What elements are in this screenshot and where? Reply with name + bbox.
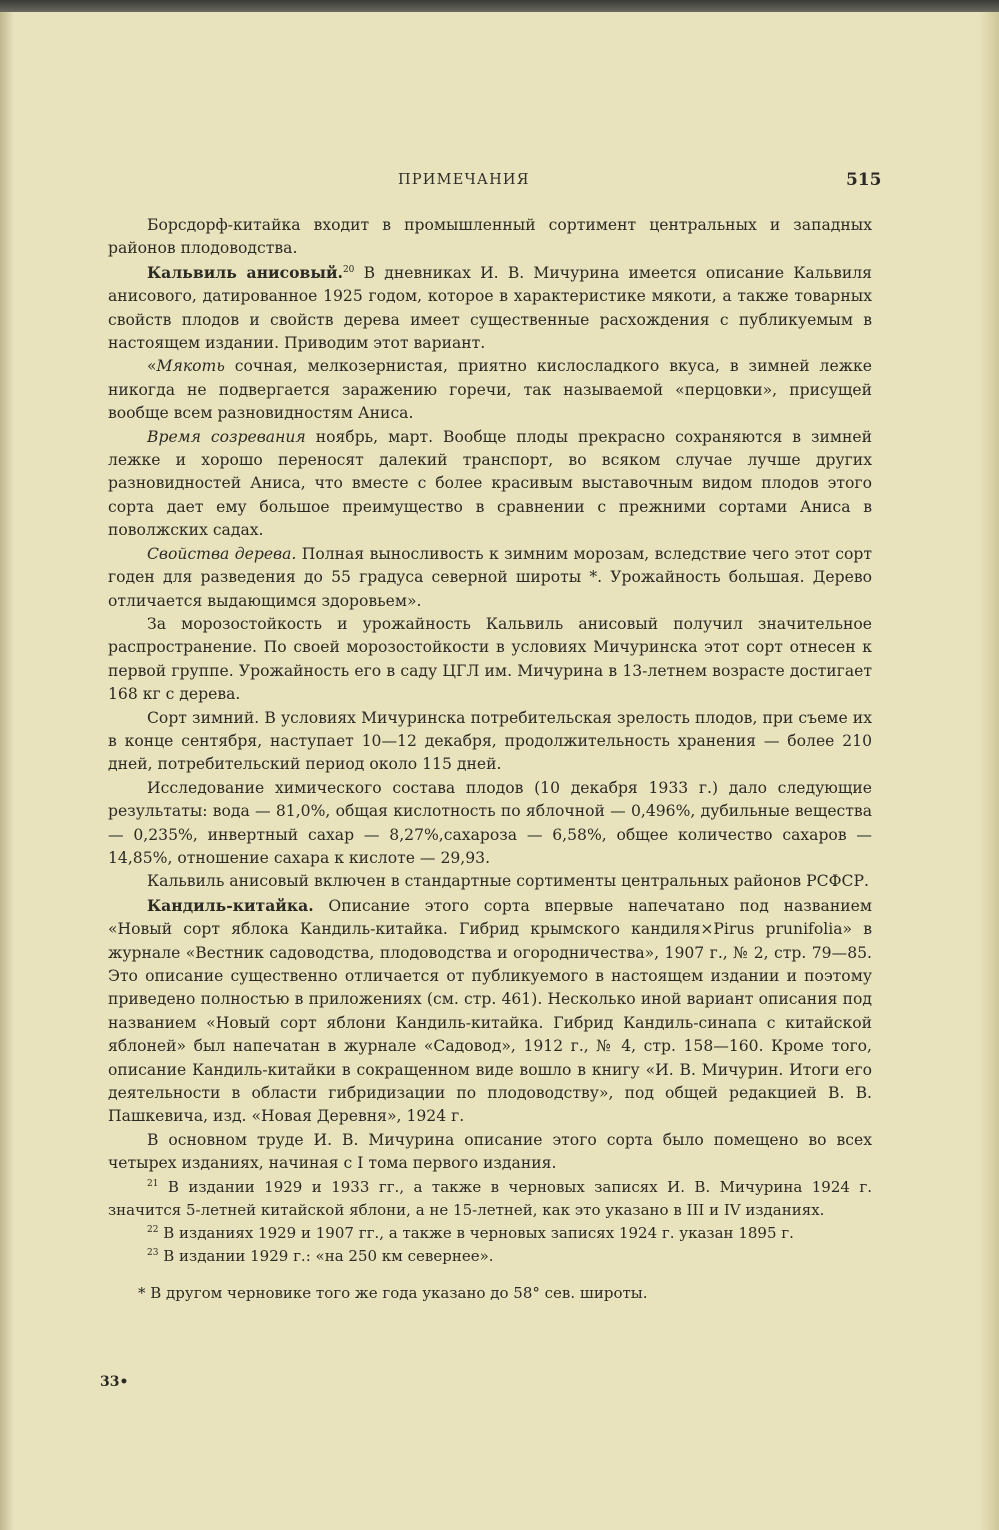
scan-right-edge: [979, 12, 999, 1530]
footnote-21: [108, 1176, 872, 1222]
paragraph-kalvil: [108, 261, 872, 356]
footnote-mark: 23: [147, 1247, 159, 1258]
entry-title: Кандиль-китайка.: [147, 895, 314, 915]
page-body: [108, 214, 872, 1305]
paragraph-text: ноябрь, март. Вообще плоды прекрасно сохраняются в зимней лежке и хорошо переносят далекий транспорт, во всяком случае лучше других разновидностей Аниса, что вместе с более красивым выставочным видом плодов этого сорта дает ему большое преимущество в сравнении с прежними сортами Аниса в поволжских садах.: [108, 427, 873, 540]
note-ref: 20: [342, 264, 355, 275]
paragraph-kandil: [108, 894, 872, 1129]
paragraph-text: Исследование химического состава плодов (10 декабря 1933 г.) дало следующие результаты: вода — 81,0%, общая кислотность по яблочной — 0,496%, дубильные вещества — 0,235%, инвертный сахар — 8,27%,сахароза — 6,58%, общее количество сахаров — 14,85%, отношение сахара к кислоте — 29,93.: [108, 778, 872, 867]
footnote-text: В изданиях 1929 и 1907 гг., а также в черновых записях 1924 г. указан 1895 г.: [158, 1223, 794, 1242]
paragraph: [108, 707, 872, 777]
footnote-text: В издании 1929 и 1933 гг., а также в черновых записях И. В. Мичурина 1924 г. значится 5-летней китайской яблони, а не 15-летней, как это указано в III и IV изданиях.: [108, 1177, 872, 1219]
paragraph: [108, 1129, 872, 1176]
running-title: ПРИМЕЧАНИЯ: [398, 172, 530, 188]
page-number: 515: [846, 170, 882, 190]
paragraph-text: Описание этого сорта впервые напечатано под названием «Новый сорт яблока Кандиль-китайка. Гибрид крымского кандиля×Pirus prunifolia» в журнале «Вестник садоводства, плодоводства и огородничества», 1907 г., № 2, стр. 79—85. Это описание существенно отличается от публикуемого в настоящем издании и поэтому приведено полностью в приложениях (см. стр. 461). Несколько иной вариант описания под названием «Новый сорт яблони Кандиль-китайка. Гибрид Кандиль-синапа с китайской яблоней» был напечатан в журнале «Садовод», 1912 г., № 4, стр. 158—160. Кроме того, описание Кандиль-китайки в сокращенном виде вошло в книгу «И. В. Мичурин. Итоги его деятельности в области гибридизации по плодоводству», под общей редакцией В. В. Пашкевича, изд. «Новая Деревня», 1924 г.: [108, 896, 872, 1126]
footnote-text: В издании 1929 г.: «на 250 км севернее».: [158, 1246, 494, 1265]
italic-term: Мякоть: [156, 357, 225, 376]
paragraph-text: За морозостойкость и урожайность Кальвиль анисовый получил значительное распространение. По своей морозостойкости в условиях Мичуринска этот сорт отнесен к первой группе. Урожайность его в саду ЦГЛ им. Мичурина в 13-летнем возрасте достигает 168 кг с дерева.: [108, 614, 872, 704]
footnote-mark: 21: [147, 1178, 159, 1189]
footnote-text: * В другом черновике того же года указано до 58° сев. широты.: [138, 1283, 648, 1302]
paragraph-text: Полная выносливость к зимним морозам, вследствие чего этот сорт годен для разведения до 55 градуса северной широты *. Урожайность большая. Дерево отличается выдающимся здоровьем».: [108, 544, 872, 610]
paragraph-quote: [108, 355, 872, 425]
paragraph-text: сочная, мелкозернистая, приятно кислосладкого вкуса, в зимней лежке никогда не подвергается заражению горечи, так называемой «перцовки», присущей вообще всем разновидностям Аниса.: [108, 357, 872, 423]
italic-term: Время созревания: [147, 427, 306, 446]
entry-title: Кальвиль анисовый.: [147, 262, 343, 282]
scan-top-edge: [0, 0, 999, 12]
paragraph-tree: [108, 543, 872, 613]
footnote-22: [108, 1222, 872, 1245]
paragraph: [108, 613, 872, 707]
paragraph-text: Сорт зимний. В условиях Мичуринска потребительская зрелость плодов, при съеме их в конце сентября, наступает 10—12 декабря, продолжительность хранения — более 210 дней, потребительский период около 115 дней.: [108, 708, 872, 774]
paragraph-ripening: [108, 426, 872, 543]
footnote-mark: 22: [147, 1224, 159, 1235]
paragraph-text: Кальвиль анисовый включен в стандартные сортименты центральных районов РСФСР.: [147, 872, 869, 891]
star-footnote: [108, 1282, 872, 1305]
scan-left-edge: [0, 12, 14, 1530]
footnote-23: [108, 1245, 872, 1268]
paragraph: [108, 870, 872, 893]
quote-mark: «: [147, 357, 157, 376]
paragraph-text: В основном труде И. В. Мичурина описание этого сорта было помещено во всех четырех изданиях, начиная с I тома первого издания.: [108, 1130, 872, 1173]
paragraph: [108, 214, 872, 261]
paragraph-text: В дневниках И. В. Мичурина имеется описание Кальвиля анисового, датированное 1925 годом, которое в характеристике мякоти, а также товарных свойств плодов и свойств дерева имеет существенные расхождения с публикуемым в настоящем издании. Приводим этот вариант.: [108, 263, 872, 353]
signature-mark: 33•: [100, 1374, 129, 1390]
italic-term: Свойства дерева.: [147, 544, 297, 563]
paragraph: [108, 777, 872, 871]
paragraph-text: Борсдорф-китайка входит в промышленный сортимент центральных и западных районов плодоводства.: [108, 216, 872, 258]
